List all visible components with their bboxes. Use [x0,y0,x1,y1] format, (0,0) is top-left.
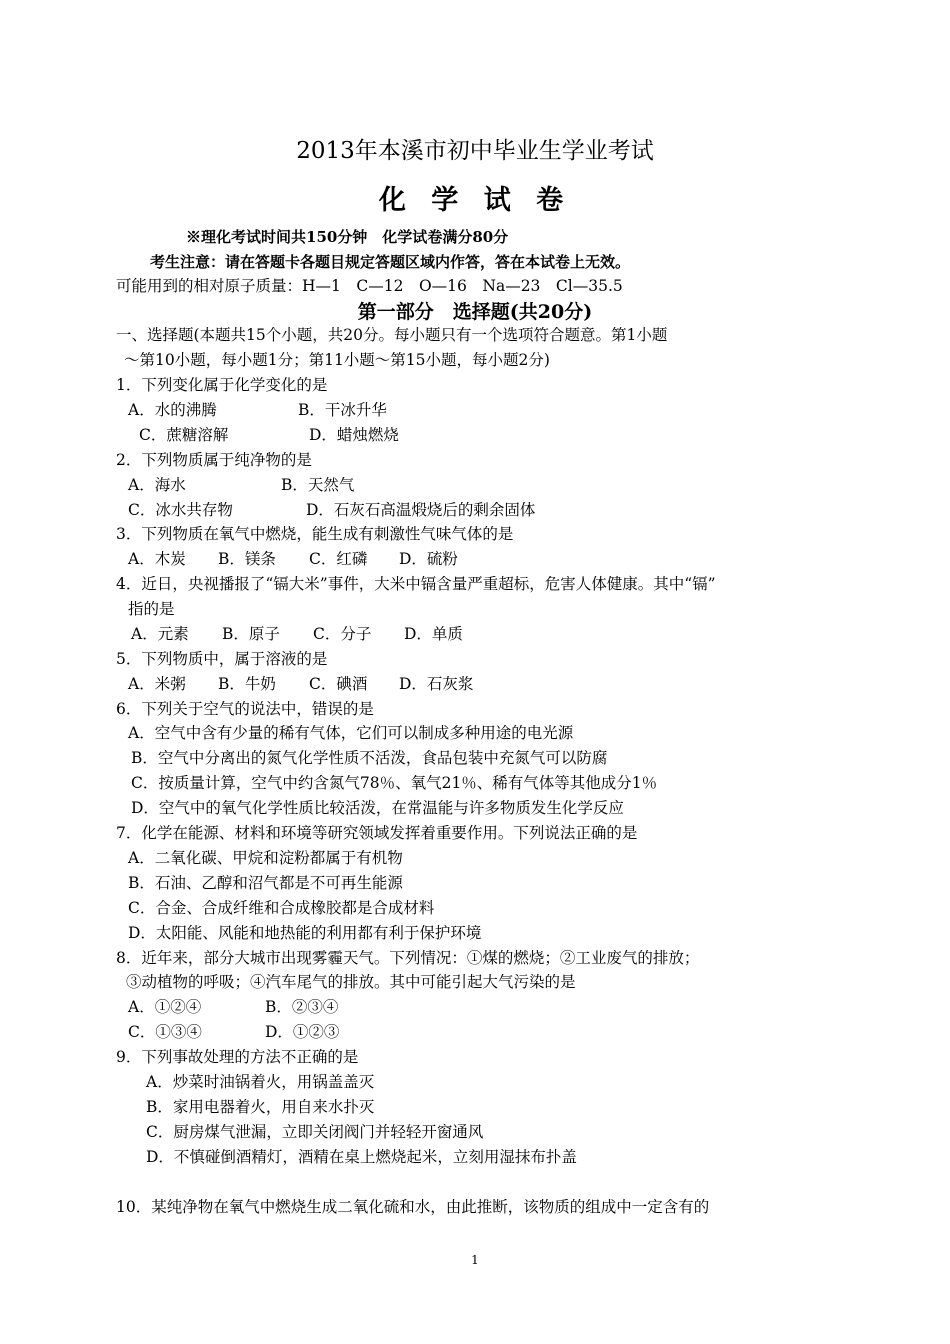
question-7-option-b: B．石油、乙醇和沼气都是不可再生能源 [128,874,403,892]
question-6-option-a: A．空气中含有少量的稀有气体，它们可以制成多种用途的电光源 [128,724,574,742]
question-4-option-d: D．单质 [404,625,463,643]
question-6-option-c: C．按质量计算，空气中约含氮气78％、氧气21％、稀有气体等其他成分1％ [131,774,658,792]
question-8-option-d: D．①②③ [265,1023,340,1041]
question-8-option-b: B．②③④ [265,998,339,1016]
question-9-option-a: A．炒菜时油锅着火，用锅盖盖灭 [146,1073,375,1091]
question-3-option-b: B．镁条 [218,550,276,568]
question-2-option-d: D．石灰石高温煅烧后的剩余固体 [306,501,536,519]
notice: 考生注意：请在答题卡各题目规定答题区域内作答，答在本试卷上无效。 [150,253,631,271]
question-9-stem: 9．下列事故处理的方法不正确的是 [116,1048,359,1066]
question-2-stem: 2．下列物质属于纯净物的是 [116,451,312,469]
question-5-stem: 5．下列物质中，属于溶液的是 [116,650,328,668]
question-6-stem: 6．下列关于空气的说法中，错误的是 [116,700,374,718]
question-4-option-c: C．分子 [313,625,372,643]
question-8-stem-line2: ③动植物的呼吸；④汽车尾气的排放。其中可能引起大气污染的是 [126,973,576,991]
question-9-option-c: C．厨房煤气泄漏，立即关闭阀门并轻轻开窗通风 [146,1123,484,1141]
question-5-option-b: B．牛奶 [218,675,276,693]
subject-title: 化 学 试 卷 [378,185,572,216]
question-7-stem: 7．化学在能源、材料和环境等研究领域发挥着重要作用。下列说法正确的是 [116,824,638,842]
page-number: 1 [471,1253,479,1267]
question-4-stem-line1: 4．近日，央视播报了“镉大米”事件，大米中镉含量严重超标，危害人体健康。其中“镉” [116,575,716,593]
question-6-option-b: B．空气中分离出的氮气化学性质不活泼，食品包装中充氮气可以防腐 [131,749,608,767]
question-4-stem-line2: 指的是 [128,600,175,618]
question-3-option-d: D．硫粉 [399,550,458,568]
question-8-stem-line1: 8．近年来，部分大城市出现雾霾天气。下列情况：①煤的燃烧；②工业废气的排放； [116,949,700,967]
question-6-option-d: D．空气中的氧气化学性质比较活泼，在常温能与许多物质发生化学反应 [131,799,624,817]
question-7-option-c: C．合金、合成纤维和合成橡胶都是合成材料 [128,899,435,917]
time-note: ※理化考试时间共150分钟 化学试卷满分80分 [186,228,509,246]
question-3-stem: 3．下列物质在氧气中燃烧，能生成有刺激性气味气体的是 [116,525,514,543]
question-8-option-a: A．①②④ [128,998,202,1016]
question-4-option-a: A．元素 [131,625,189,643]
question-2-option-b: B．天然气 [281,476,355,494]
section-instruction-line2: ～第10小题，每小题1分；第11小题～第15小题，每小题2分) [124,351,550,369]
question-2-option-a: A．海水 [128,476,186,494]
section-heading: 第一部分 选择题(共20分) [357,301,593,323]
question-8-option-c: C．①③④ [128,1023,202,1041]
question-2-option-c: C．冰水共存物 [128,501,233,519]
question-7-option-a: A．二氧化碳、甲烷和淀粉都属于有机物 [128,849,403,867]
question-1-option-a: A．水的沸腾 [128,401,217,419]
question-5-option-a: A．米粥 [128,675,186,693]
section-instruction-line1: 一、选择题(本题共15个小题，共20分。每小题只有一个选项符合题意。第1小题 [116,326,668,344]
question-1-option-b: B．干冰升华 [298,401,387,419]
question-10-stem: 10．某纯净物在氧气中燃烧生成二氧化硫和水，由此推断，该物质的组成中一定含有的 [116,1198,710,1216]
question-5-option-c: C．碘酒 [309,675,368,693]
question-1-option-c: C．蔗糖溶解 [139,426,229,444]
exam-title: 2013年本溪市初中毕业生学业考试 [296,138,654,164]
question-5-option-d: D．石灰浆 [399,675,474,693]
question-9-option-b: B．家用电器着火，用自来水扑灭 [146,1098,375,1116]
question-1-option-d: D．蜡烛燃烧 [309,426,399,444]
question-9-option-d: D．不慎碰倒酒精灯，酒精在桌上燃烧起米，立刻用湿抹布扑盖 [146,1148,577,1166]
question-3-option-c: C．红磷 [309,550,368,568]
question-4-option-b: B．原子 [222,625,280,643]
question-3-option-a: A．木炭 [128,550,186,568]
question-7-option-d: D．太阳能、风能和地热能的利用都有利于保护环境 [128,924,482,942]
question-1-stem: 1．下列变化属于化学变化的是 [116,376,328,394]
atomic-mass-note: 可能用到的相对原子质量：H—1 C—12 O—16 Na—23 Cl—35.5 [116,277,623,295]
